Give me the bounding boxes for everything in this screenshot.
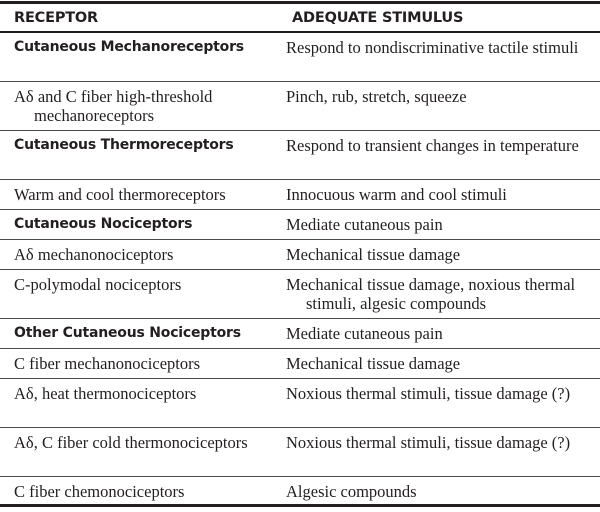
table-row (0, 180, 600, 210)
stimulus-cell: Respond to transient changes in temperature (286, 136, 579, 155)
stimulus-cell: Mechanical tissue damage, noxious thermal stimuli, algesic compounds (286, 275, 576, 313)
table-row (0, 210, 600, 240)
stimulus-cell: Respond to nondiscriminative tactile stimuli (286, 38, 579, 57)
stimulus-cell: Mediate cutaneous pain (286, 324, 443, 343)
receptor-cell: Aδ, heat thermonociceptors (14, 384, 197, 403)
receptor-cell: Cutaneous Mechanoreceptors (14, 39, 244, 55)
stimulus-cell: Algesic compounds (286, 482, 417, 501)
stimulus-cell: Pinch, rub, stretch, squeeze (286, 87, 467, 106)
stimulus-cell: Noxious thermal stimuli, tissue damage (?) (286, 384, 571, 403)
table-row (0, 379, 600, 428)
receptor-cell: Aδ and C fiber high-threshold mechanoreceptors (14, 87, 213, 125)
receptor-cell: Cutaneous Thermoreceptors (14, 137, 234, 153)
table-row (0, 477, 600, 507)
table-row (0, 82, 600, 131)
table-row (0, 131, 600, 180)
receptor-cell: C fiber mechanonociceptors (14, 354, 201, 373)
receptor-cell: Cutaneous Nociceptors (14, 216, 193, 232)
table-row (0, 33, 600, 82)
table-row (0, 428, 600, 477)
table-row (0, 349, 600, 379)
header-adequate-stimulus: ADEQUATE STIMULUS (292, 9, 464, 26)
receptor-cell: Aδ mechanonociceptors (14, 245, 174, 264)
stimulus-cell: Mediate cutaneous pain (286, 215, 443, 234)
table-row (0, 270, 600, 319)
receptor-cell: C fiber chemonociceptors (14, 482, 185, 501)
header-receptor: RECEPTOR (14, 9, 99, 26)
receptor-cell: Aδ, C fiber cold thermonociceptors (14, 433, 248, 452)
stimulus-cell: Mechanical tissue damage (286, 354, 461, 373)
table-row (0, 319, 600, 349)
stimulus-cell: Noxious thermal stimuli, tissue damage (?) (286, 433, 571, 452)
stimulus-cell: Innocuous warm and cool stimuli (286, 185, 507, 204)
table-header-row (0, 4, 600, 33)
stimulus-cell: Mechanical tissue damage (286, 245, 461, 264)
table-row (0, 240, 600, 270)
receptor-cell: Other Cutaneous Nociceptors (14, 325, 241, 341)
receptor-cell: C-polymodal nociceptors (14, 275, 182, 294)
receptor-cell: Warm and cool thermoreceptors (14, 185, 226, 204)
